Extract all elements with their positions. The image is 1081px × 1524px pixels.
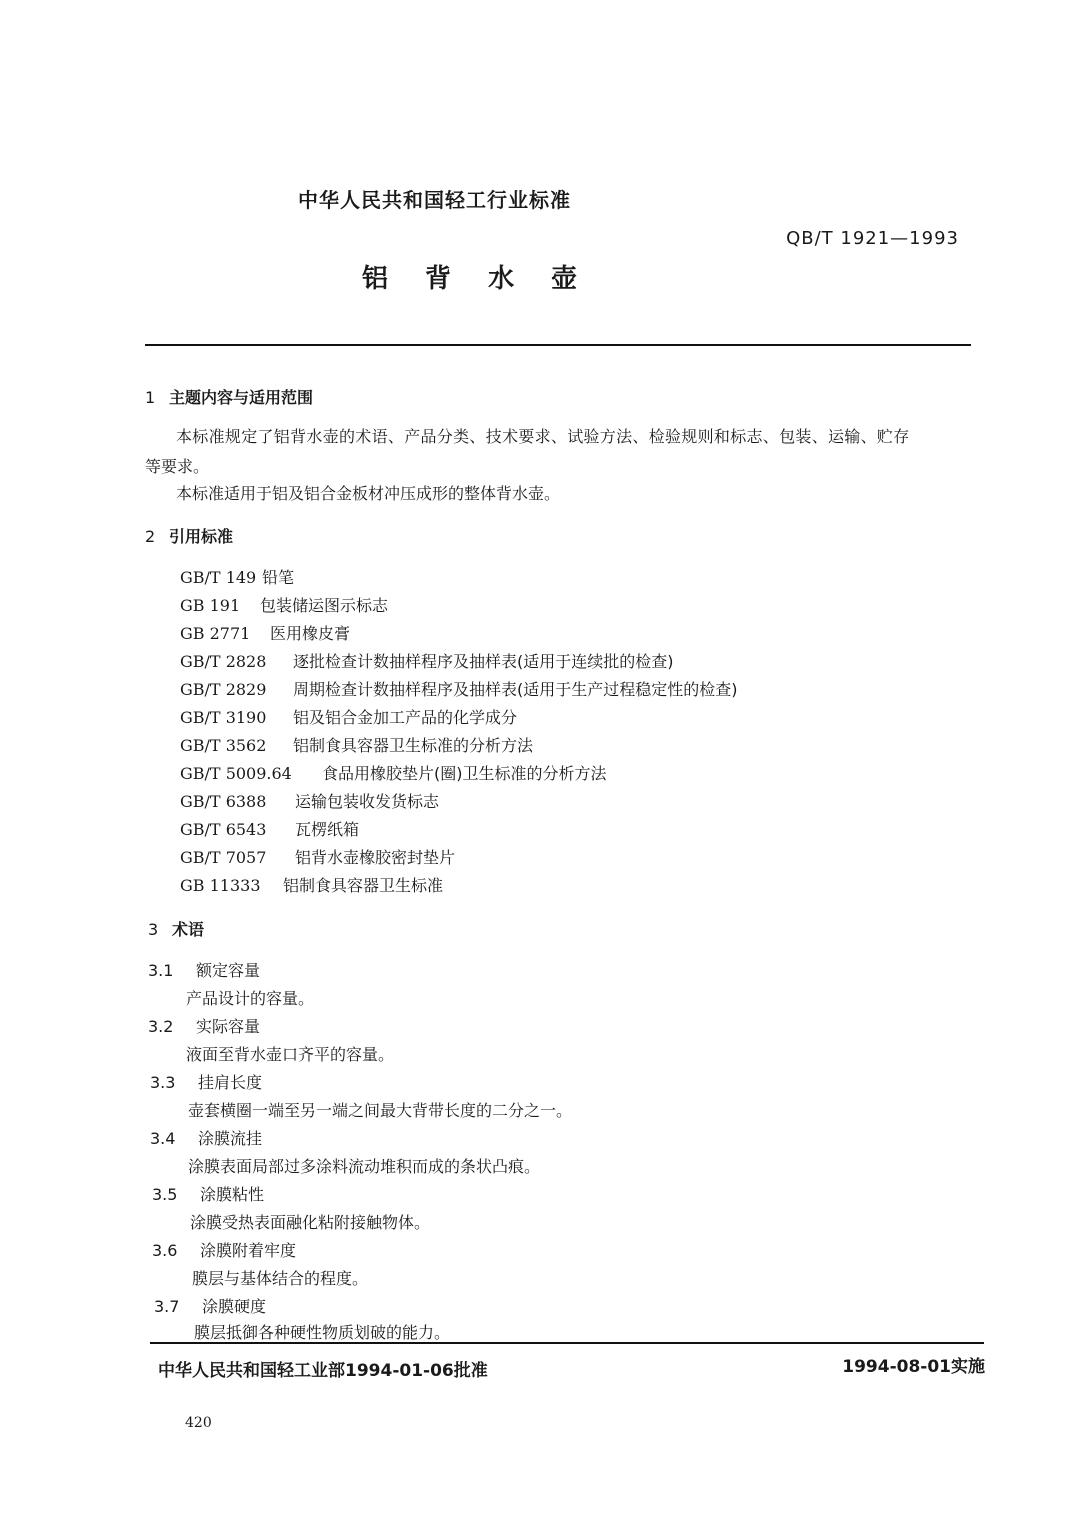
reference-code: GB/T 6388 xyxy=(180,792,267,811)
term-name: 挂肩长度 xyxy=(198,1073,263,1092)
reference-code: GB/T 2829 xyxy=(180,680,267,699)
reference-item xyxy=(180,705,517,728)
reference-title: 逐批检查计数抽样程序及抽样表(适用于连续批的检查) xyxy=(293,652,674,671)
footer-divider xyxy=(150,1342,984,1344)
reference-title: 铅笔 xyxy=(262,568,295,587)
reference-title: 医用橡皮膏 xyxy=(270,624,351,643)
issuing-authority-title: 中华人民共和国轻工行业标准 xyxy=(298,188,571,212)
section-2-number: 2 xyxy=(145,527,156,546)
term-definition: 膜层与基体结合的程度。 xyxy=(192,1269,369,1288)
reference-title: 铝及铝合金加工产品的化学成分 xyxy=(293,708,518,727)
reference-code: GB/T 3190 xyxy=(180,708,267,727)
term-name: 涂膜硬度 xyxy=(202,1297,267,1316)
reference-code: GB/T 5009.64 xyxy=(180,764,292,783)
term-definition: 壶套横圈一端至另一端之间最大背带长度的二分之一。 xyxy=(188,1101,573,1120)
term-definition: 产品设计的容量。 xyxy=(186,989,315,1008)
effective-date: 1994-08-01实施 xyxy=(842,1357,985,1377)
reference-title: 包装储运图示标志 xyxy=(260,596,389,615)
section-1-paragraph-1-line-1: 本标准规定了铝背水壶的术语、产品分类、技术要求、试验方法、检验规则和标志、包装、运输、贮存 xyxy=(176,427,910,446)
reference-title: 铝制食具容器卫生标准 xyxy=(283,876,444,895)
term-heading xyxy=(152,1182,264,1205)
reference-code: GB 2771 xyxy=(180,624,251,643)
header-divider xyxy=(145,344,971,346)
term-heading xyxy=(154,1294,266,1317)
approval-statement: 中华人民共和国轻工业部1994-01-06批准 xyxy=(158,1361,488,1381)
term-heading xyxy=(148,1014,260,1037)
reference-code: GB/T 3562 xyxy=(180,736,267,755)
reference-code: GB 11333 xyxy=(180,876,261,895)
reference-item xyxy=(180,845,455,868)
document-title: 铝 背 水 壶 xyxy=(362,264,592,294)
reference-code: GB/T 6543 xyxy=(180,820,267,839)
term-number: 3.7 xyxy=(154,1297,180,1316)
reference-code: GB/T 7057 xyxy=(180,848,267,867)
term-name: 实际容量 xyxy=(196,1017,261,1036)
term-name: 涂膜流挂 xyxy=(198,1129,263,1148)
term-name: 涂膜附着牢度 xyxy=(200,1241,297,1260)
reference-title: 食品用橡胶垫片(圈)卫生标准的分析方法 xyxy=(322,764,607,783)
section-3-heading xyxy=(148,917,204,940)
term-number: 3.6 xyxy=(152,1241,178,1260)
term-heading xyxy=(152,1238,296,1261)
section-1-heading xyxy=(145,385,313,408)
reference-code: GB 191 xyxy=(180,596,241,615)
section-2-heading xyxy=(145,524,233,547)
term-definition: 液面至背水壶口齐平的容量。 xyxy=(186,1045,395,1064)
reference-code: GB/T 149 xyxy=(180,568,257,587)
reference-code: GB/T 2828 xyxy=(180,652,267,671)
term-definition: 涂膜受热表面融化粘附接触物体。 xyxy=(190,1213,431,1232)
term-number: 3.4 xyxy=(150,1129,176,1148)
term-heading xyxy=(150,1070,262,1093)
reference-item xyxy=(180,621,350,644)
section-1-title: 主题内容与适用范围 xyxy=(169,388,314,407)
section-2-title: 引用标准 xyxy=(169,527,234,546)
term-name: 额定容量 xyxy=(196,961,261,980)
reference-item xyxy=(180,761,607,784)
reference-item xyxy=(180,789,439,812)
reference-title: 铝背水壶橡胶密封垫片 xyxy=(295,848,456,867)
term-heading xyxy=(150,1126,262,1149)
reference-item xyxy=(180,565,294,588)
reference-item xyxy=(180,593,388,616)
standard-number: QB/T 1921—1993 xyxy=(786,228,959,249)
term-number: 3.5 xyxy=(152,1185,178,1204)
reference-item xyxy=(180,817,359,840)
term-number: 3.1 xyxy=(148,961,174,980)
section-3-number: 3 xyxy=(148,920,159,939)
reference-item xyxy=(180,677,738,700)
term-number: 3.3 xyxy=(150,1073,176,1092)
term-name: 涂膜粘性 xyxy=(200,1185,265,1204)
section-1-number: 1 xyxy=(145,388,156,407)
term-number: 3.2 xyxy=(148,1017,174,1036)
page-number: 420 xyxy=(185,1415,212,1431)
term-definition: 膜层抵御各种硬性物质划破的能力。 xyxy=(194,1323,451,1342)
reference-title: 瓦楞纸箱 xyxy=(295,820,360,839)
section-3-title: 术语 xyxy=(172,920,205,939)
term-definition: 涂膜表面局部过多涂料流动堆积而成的条状凸痕。 xyxy=(188,1157,541,1176)
reference-title: 运输包装收发货标志 xyxy=(295,792,440,811)
reference-title: 周期检查计数抽样程序及抽样表(适用于生产过程稳定性的检查) xyxy=(293,680,738,699)
reference-item xyxy=(180,873,443,896)
reference-item xyxy=(180,733,533,756)
section-1-paragraph-1-line-2: 等要求。 xyxy=(145,457,210,476)
reference-item xyxy=(180,649,674,672)
reference-title: 铝制食具容器卫生标准的分析方法 xyxy=(293,736,534,755)
section-1-paragraph-2: 本标准适用于铝及铝合金板材冲压成形的整体背水壶。 xyxy=(176,484,561,503)
term-heading xyxy=(148,958,260,981)
